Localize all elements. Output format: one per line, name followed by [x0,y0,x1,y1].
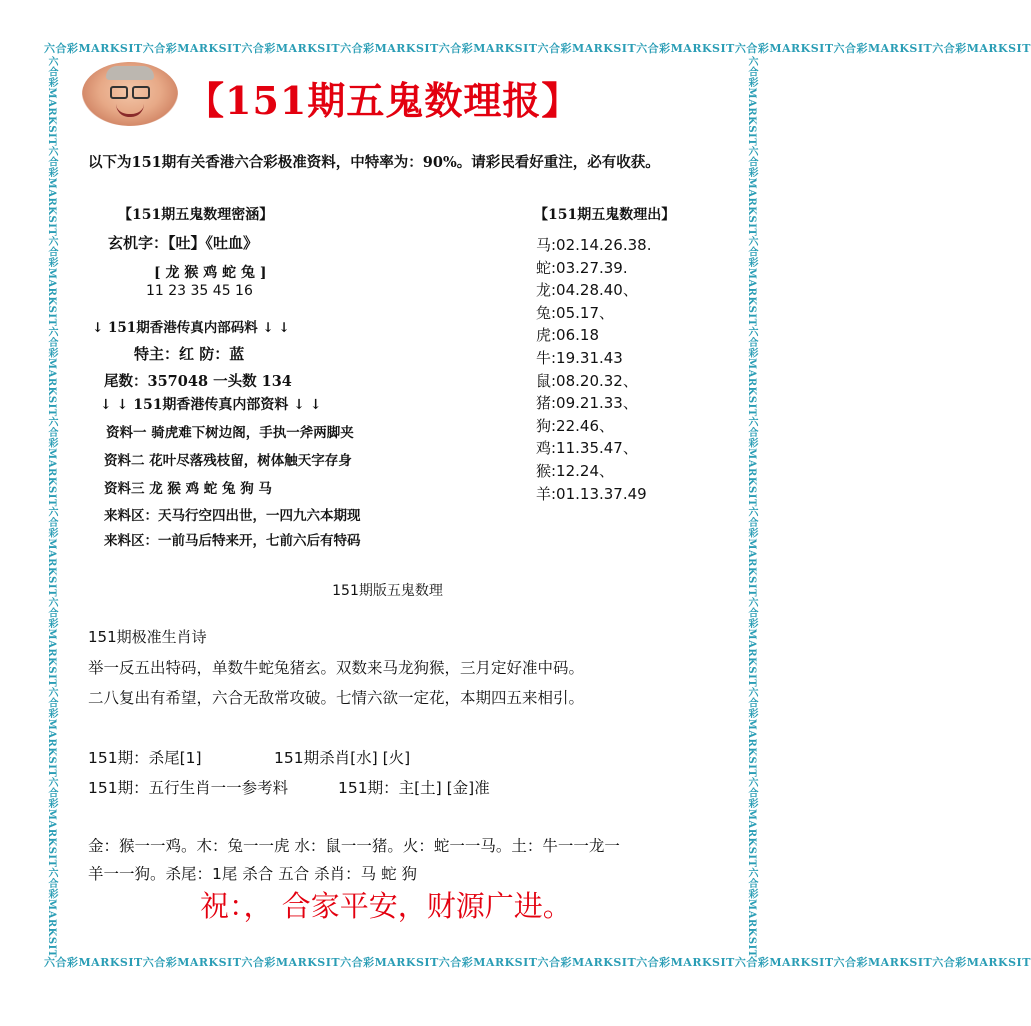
border-bottom: 六合彩MARKSIT六合彩MARKSIT六合彩MARKSIT六合彩MARKSIT六合彩MARKSIT六合彩MARKSIT六合彩MARKSIT六合彩MARKSIT六合彩MARKSIT六合彩MARKSIT [44,956,1031,969]
list-item: 鸡:11.35.47、 [536,439,638,458]
list-item: 蛇:03.27.39. [536,258,628,277]
left-heading: 【151期五鬼数理密涵】 [118,207,274,223]
list-item: 狗:22.46、 [536,416,614,435]
number-group: 11 23 35 45 16 [146,283,253,299]
lailiao-line-1: 来料区：天马行空四出世，一四九六本期现 [104,508,361,524]
list-item: 猪:09.21.33、 [536,394,638,413]
xuanji-line: 玄机字：【吐】《吐血》 [108,234,259,252]
wuxing-line-2: 羊一一狗。杀尾：1尾 杀合 五合 杀肖：马 蛇 狗 [88,865,417,883]
list-item: 马:02.14.26.38. [536,236,652,254]
border-right: 六合彩MARKSIT六合彩MARKSIT六合彩MARKSIT六合彩MARKSIT六合彩MARKSIT六合彩MARKSIT六合彩MARKSIT六合彩MARKSIT六合彩MARKSIT六合彩MARKSIT [746,56,757,958]
wuxing-line-1: 金：猴一一鸡。木：兔一一虎 水：鼠一一猪。火：蛇一一马。土：牛一一龙一 [88,837,620,855]
border-top: 六合彩MARKSIT六合彩MARKSIT六合彩MARKSIT六合彩MARKSIT六合彩MARKSIT六合彩MARKSIT六合彩MARKSIT六合彩MARKSIT六合彩MARKSIT六合彩MARKSIT [44,42,1031,55]
list-item: 虎:06.18 [536,326,599,345]
section-subtitle: 151期版五鬼数理 [332,583,443,599]
list-item: 鼠:08.20.32、 [536,371,638,390]
list-item: 猴:12.24、 [536,461,614,480]
data-line-2: 资料二 花叶尽落残枝留，树体触天字存身 [104,453,352,469]
zodiac-number-list [536,234,651,505]
poem-heading: 151期极准生肖诗 [88,628,207,646]
zodiac-group: [ 龙 猴 鸡 蛇 兔 ] [154,265,267,281]
blessing-text: 祝：， 合家平安，财源广进。 [200,889,572,923]
lailiao-line-2: 来料区：一前马后特来开，七前六后有特码 [104,533,361,549]
kill-tail: 151期：杀尾[1] [88,749,202,767]
avatar-photo [82,62,178,126]
data-line-3: 资料三 龙 猴 鸡 蛇 兔 狗 马 [104,481,272,497]
main-element: 151期：主[土] [金]准 [338,779,490,797]
insider-heading-1: ↓ 151期香港传真内部码料 ↓ ↓ [92,320,290,336]
kill-zodiac: 151期杀肖[水] [火] [274,749,411,767]
tail-number-line: 尾数：357048 一头数 134 [104,373,292,390]
data-line-1: 资料一 骑虎难下树边阁，手执一斧两脚夹 [106,425,354,441]
intro-text: 以下为151期有关香港六合彩极准资料，中特率为：90%。请彩民看好重注，必有收获。 [88,154,660,171]
list-item: 羊:01.13.37.49 [536,484,647,503]
border-left: 六合彩MARKSIT六合彩MARKSIT六合彩MARKSIT六合彩MARKSIT六合彩MARKSIT六合彩MARKSIT六合彩MARKSIT六合彩MARKSIT六合彩MARKSIT六合彩MARKSIT [46,56,57,958]
insider-heading-2: ↓ ↓ 151期香港传真内部资料 ↓ ↓ [100,397,322,413]
list-item: 牛:19.31.43 [536,348,623,367]
poem-line-2: 二八复出有希望，六合无敌常攻破。七情六欲一定花，本期四五来相引。 [88,689,585,707]
poem-line-1: 举一反五出特码，单数牛蛇兔猪玄。双数来马龙狗猴，三月定好准中码。 [88,659,585,677]
right-heading: 【151期五鬼数理出】 [534,207,676,223]
page-title: 【151期五鬼数理报】 [186,78,581,123]
list-item: 兔:05.17、 [536,303,614,322]
list-item: 龙:04.28.40、 [536,281,638,300]
wuxing-reference: 151期：五行生肖一一参考料 [88,779,289,797]
tezhu-line: 特主：红 防：蓝 [134,345,245,363]
